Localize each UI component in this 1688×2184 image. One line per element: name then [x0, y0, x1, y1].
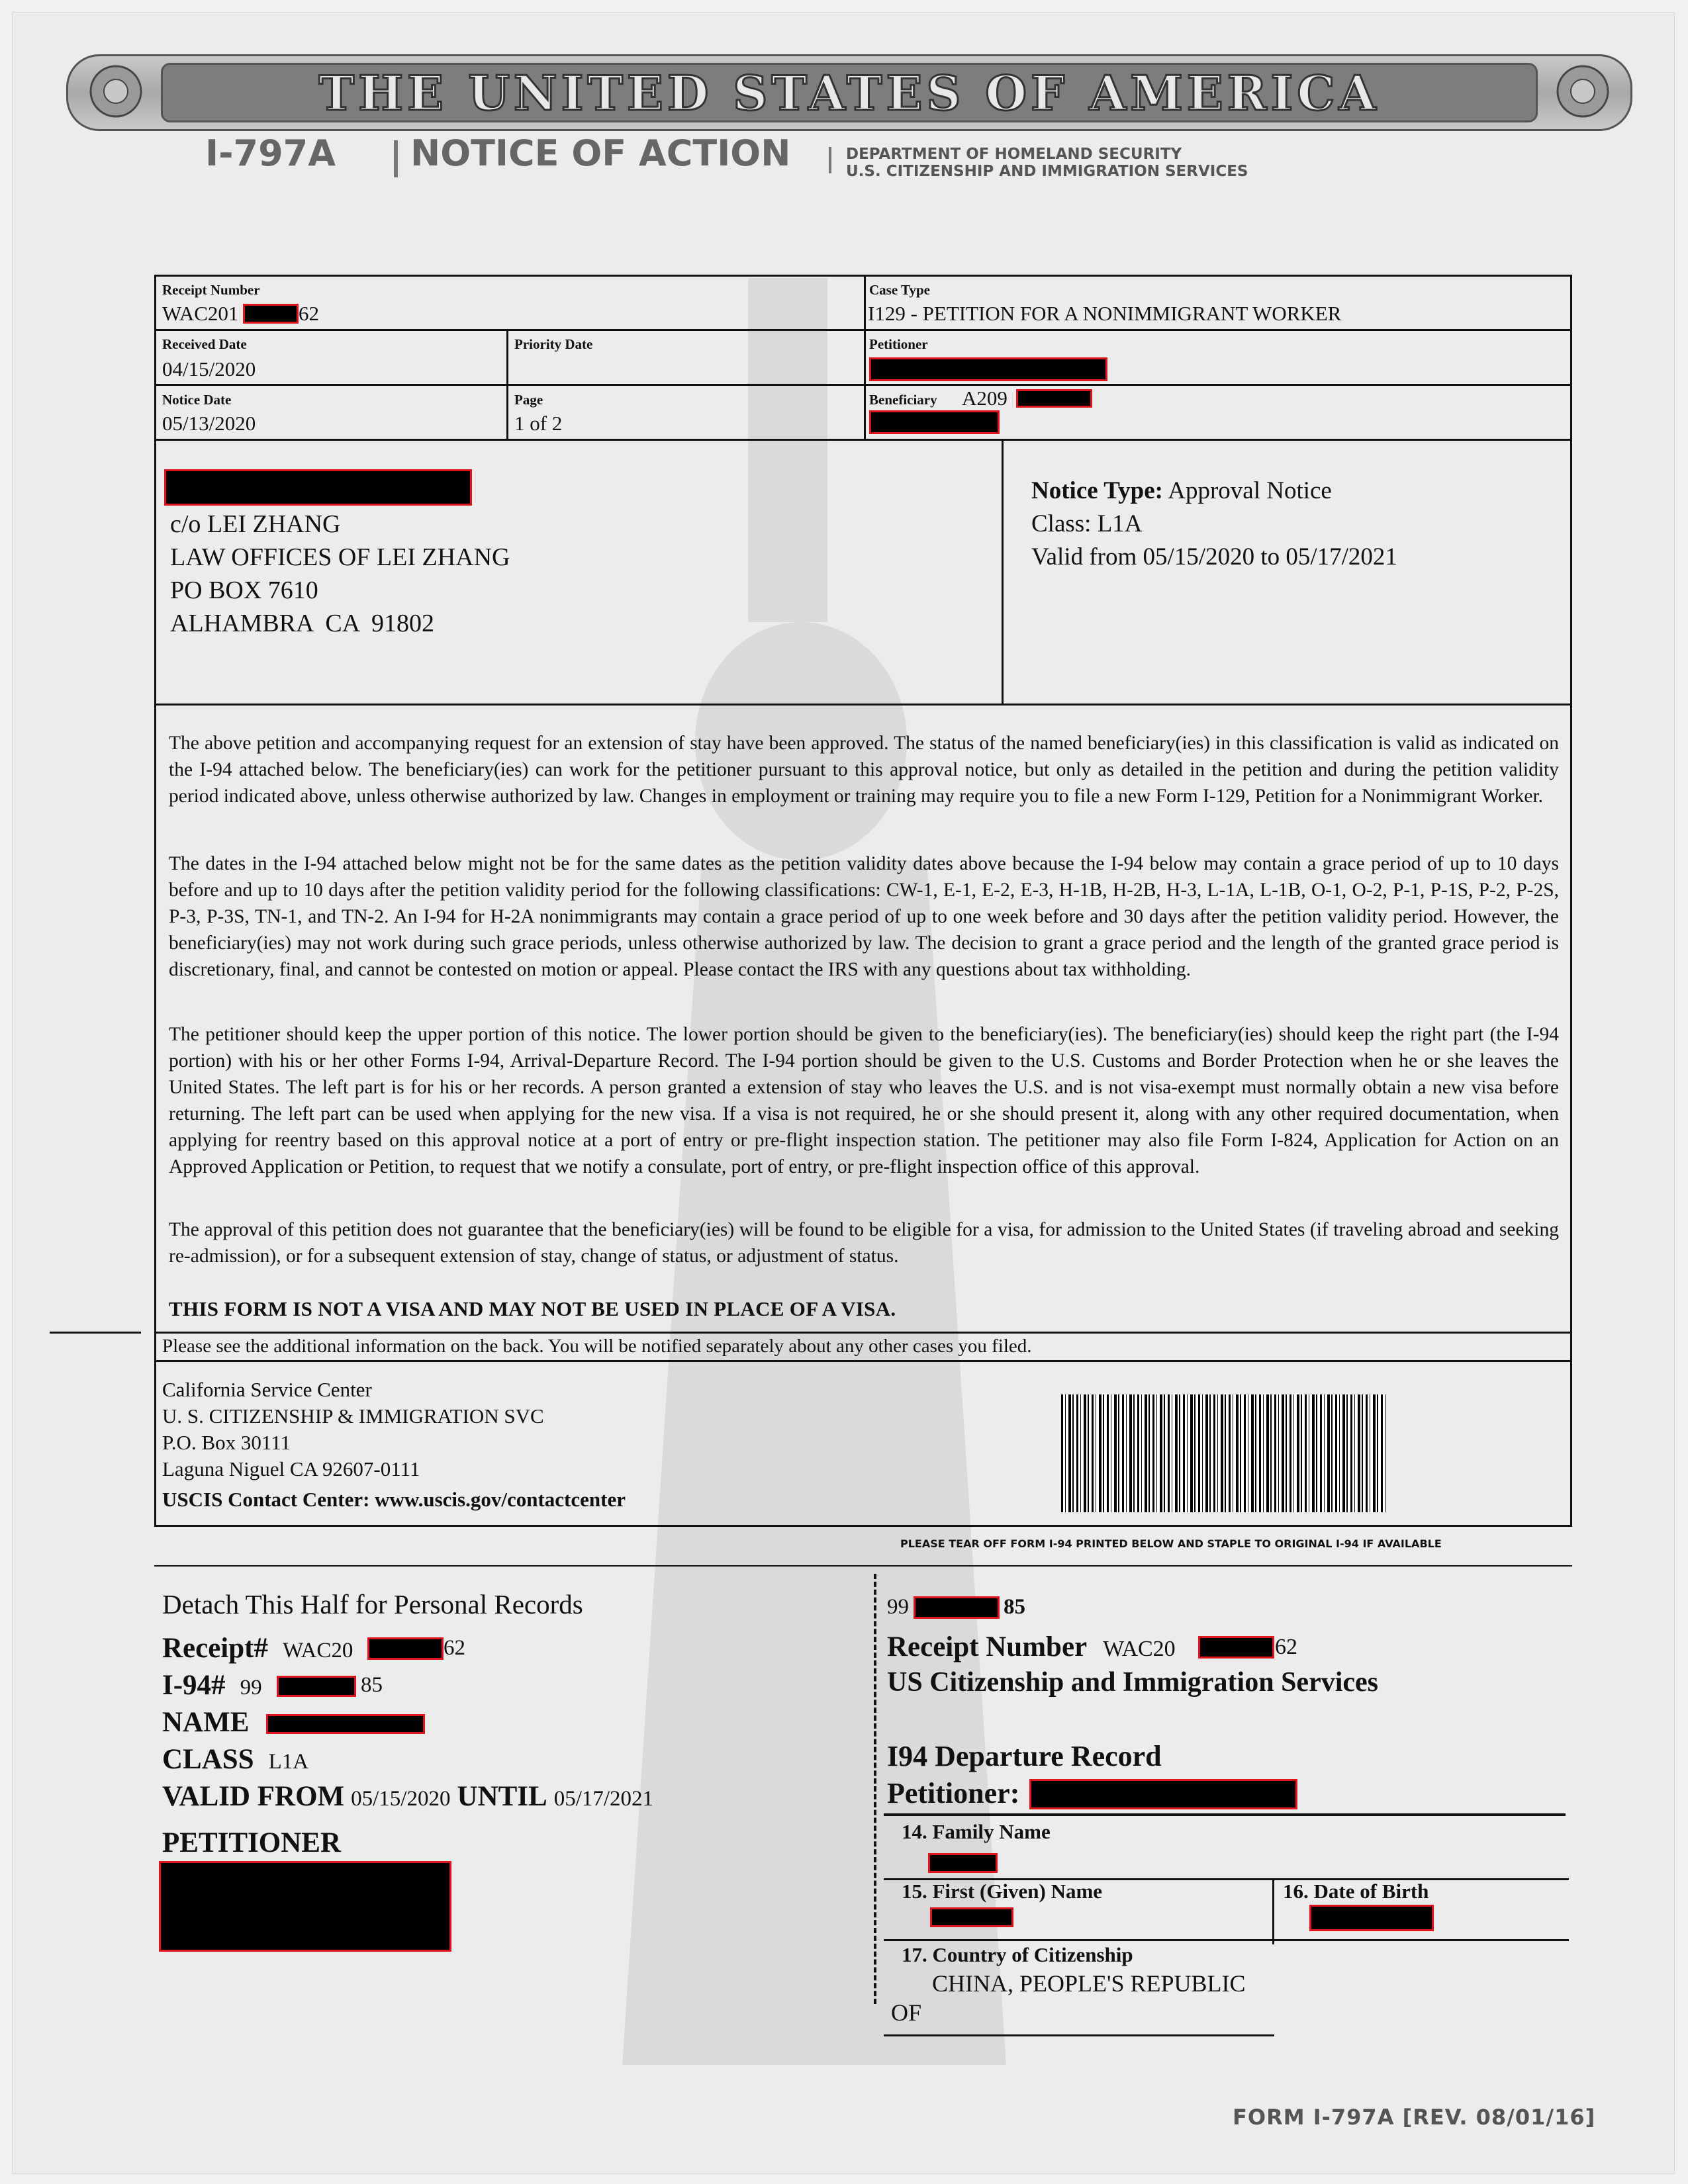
paragraph-approval: The above petition and accompanying request for an extension of stay have been approved. The status of the named beneficiary(ies) in this classification is valid as indicated on the I-94 attached below. The beneficiary(ies) can work for the petitioner pursuant to this approval notice, but only as detailed in the petition and during the petition validity period indicated above, unless otherwise authorized by law. Changes in employment or training may require you to file a new Form I-129, Petition for a Nonimmigrant Worker.	[169, 733, 1559, 807]
detach-heading: Detach This Half for Personal Records	[162, 1589, 583, 1619]
stub-i94-suffix: 85	[361, 1673, 383, 1697]
stub-i94-prefix: 99	[240, 1676, 262, 1700]
country-value-line-2: OF	[891, 1999, 922, 2026]
banner	[66, 54, 1632, 131]
stub-until-label: UNTIL	[457, 1781, 547, 1812]
address-line-3: PO BOX 7610	[170, 576, 318, 604]
stub-valid-from-value: 05/15/2020	[351, 1787, 451, 1811]
case-type-label: Case Type	[869, 282, 930, 298]
additional-info-note: Please see the additional information on the back. You will be notified separately about any other cases you filed.	[162, 1336, 1032, 1357]
stub-name-row	[162, 1706, 249, 1739]
beneficiary-prefix: A209	[962, 387, 1008, 410]
grid-line	[154, 1332, 1572, 1334]
i94-number-prefix: 99	[887, 1595, 909, 1619]
received-date-label: Received Date	[162, 336, 247, 352]
department-line-1: DEPARTMENT OF HOMELAND SECURITY	[846, 146, 1182, 163]
stub-receipt-suffix: 62	[444, 1636, 465, 1660]
beneficiary-label: Beneficiary	[869, 392, 937, 408]
service-center-line-1: California Service Center	[162, 1378, 372, 1401]
notice-date-value: 05/13/2020	[162, 412, 256, 435]
grid-line	[154, 439, 1572, 441]
right-petitioner-label: Petitioner:	[887, 1777, 1020, 1809]
receipt-number-prefix: WAC201	[162, 302, 239, 325]
redaction	[1016, 389, 1092, 408]
redaction	[164, 469, 472, 506]
service-center-line-4: Laguna Niguel CA 92607-0111	[162, 1457, 420, 1480]
service-center-line-3: P.O. Box 30111	[162, 1431, 291, 1454]
page-value: 1 of 2	[514, 412, 563, 435]
grid-line	[154, 384, 1572, 386]
country-label: 17. Country of Citizenship	[902, 1943, 1133, 1966]
stub-i94-row	[162, 1669, 262, 1702]
record-divider	[1272, 1878, 1274, 1944]
paragraph-no-guarantee: The approval of this petition does not guarantee that the beneficiary(ies) will be found to be eligible for a visa, for admission to the United States (if traveling abroad and seeking re-admission), or for a subsequent extension of stay, change of status, or adjustment of status.	[169, 1219, 1559, 1267]
notice-validity: Valid from 05/15/2020 to 05/17/2021	[1031, 543, 1397, 570]
departure-record-title: I94 Departure Record	[887, 1740, 1162, 1772]
grid-line	[864, 275, 866, 440]
department-heading	[846, 146, 1248, 180]
stub-valid-from-label: VALID FROM	[162, 1781, 345, 1812]
stub-receipt-row	[162, 1632, 353, 1664]
mailing-address	[170, 508, 510, 640]
notice-of-action-title: NOTICE OF ACTION	[410, 132, 791, 174]
department-line-2: U.S. CITIZENSHIP AND IMMIGRATION SERVICES	[846, 163, 1248, 180]
fold-mark	[50, 1332, 141, 1334]
stub-petitioner-row	[162, 1827, 341, 1859]
stub-petitioner-label: PETITIONER	[162, 1827, 342, 1858]
family-name-label: 14. Family Name	[902, 1820, 1051, 1843]
case-type-value: I129 - PETITION FOR A NONIMMIGRANT WORKER	[868, 302, 1342, 325]
redaction	[869, 410, 1000, 434]
stub-class-row	[162, 1743, 308, 1776]
stub-validity-row	[162, 1780, 653, 1813]
banner-title: THE UNITED STATES OF AMERICA	[161, 63, 1538, 122]
service-center-address	[162, 1377, 626, 1513]
tear-off-dashed-line	[874, 1574, 876, 2004]
stub-name-label: NAME	[162, 1707, 250, 1738]
rosette-right-icon	[1543, 62, 1622, 121]
form-revision: FORM I-797A [REV. 08/01/16]	[1233, 2105, 1596, 2130]
redaction	[277, 1676, 356, 1697]
grid-line	[154, 704, 1572, 705]
notice-type-value: Approval Notice	[1168, 477, 1332, 504]
grid-line	[154, 1360, 1572, 1362]
page-label: Page	[514, 392, 543, 408]
header-divider-2	[829, 147, 831, 173]
stub-receipt-label: Receipt#	[162, 1633, 268, 1664]
stub-class-value: L1A	[268, 1750, 309, 1774]
receipt-number-suffix: 62	[299, 302, 319, 325]
not-a-visa-warning: THIS FORM IS NOT A VISA AND MAY NOT BE USED IN PLACE OF A VISA.	[169, 1297, 896, 1320]
agency-name: US Citizenship and Immigration Services	[887, 1667, 1379, 1698]
stub-i94-label: I-94#	[162, 1670, 226, 1701]
priority-date-label: Priority Date	[514, 336, 593, 352]
rosette-left-icon	[76, 62, 156, 121]
form-number: I-797A	[205, 132, 336, 174]
i94-number-suffix: 85	[1004, 1595, 1025, 1619]
header-divider	[394, 140, 398, 177]
right-receipt-prefix: WAC20	[1103, 1637, 1176, 1661]
received-date-value: 04/15/2020	[162, 357, 256, 381]
tear-line	[154, 1565, 1572, 1567]
paragraph-petitioner-instructions: The petitioner should keep the upper portion of this notice. The lower portion should be given to the beneficiary(ies). The beneficiary(ies) should keep the right part (the I-94 portion) with his or her other Forms I-94, Arrival-Departure Record. The I-94 portion should be given to the U.S. Customs and Border Protection when he or she leaves the United States. The left part is for his or her records. A person granted a extension of stay who leaves the U.S. and is not visa-exempt must normally obtain a new visa before returning. The left part can be used when applying for the new visa. If a visa is not required, he or she should present it, along with any other required documentation, when applying for reentry based on this approval notice at a port of entry or pre-flight inspection station. The petitioner may also file Form I-824, Application for Action on an Approved Application or Petition, to request that we notify a consulate, port of entry, or pre-flight inspection office of this approval.	[169, 1024, 1559, 1177]
redaction	[159, 1861, 451, 1952]
redaction	[243, 304, 299, 324]
address-line-1: c/o LEI ZHANG	[170, 510, 341, 538]
record-rule	[884, 1939, 1569, 1941]
country-value-line-1: CHINA, PEOPLE'S REPUBLIC	[932, 1970, 1246, 1997]
tear-off-instruction: PLEASE TEAR OFF FORM I-94 PRINTED BELOW AND STAPLE TO ORIGINAL I-94 IF AVAILABLE	[900, 1537, 1442, 1550]
redaction	[930, 1907, 1013, 1927]
first-name-label: 15. First (Given) Name	[902, 1880, 1103, 1903]
grid-line	[1002, 439, 1004, 704]
right-receipt-row	[887, 1631, 1176, 1663]
paragraph-grace-period: The dates in the I-94 attached below might not be for the same dates as the petition validity dates above because the I-94 below may contain a grace period of up to 10 days before and up to 10 days after the petition validity period for the following classifications: CW-1, E-1, E-2, E-3, H-1B, H-2B, H-3, L-1A, L-1B, O-1, O-2, P-1, P-1S, P-2, P-2S, P-3, P-3S, TN-1, and TN-2. An I-94 for H-2A nonimmigrants may contain a grace period of up to one week before and 30 days after the petition validity period. However, the beneficiary(ies) may not work during such grace periods, unless otherwise authorized by law. The decision to grant a grace period and the length of the granted grace period is discretionary, final, and cannot be contested on motion or appeal. Please contact the IRS with any questions about tax withholding.	[169, 853, 1559, 980]
contact-center-link[interactable]: USCIS Contact Center: www.uscis.gov/contactcenter	[162, 1488, 626, 1511]
grid-line	[506, 329, 508, 440]
redaction	[367, 1637, 444, 1660]
receipt-number-label: Receipt Number	[162, 282, 260, 298]
address-line-4: ALHAMBRA CA 91802	[170, 610, 435, 637]
notice-type-label: Notice Type:	[1031, 477, 1164, 504]
redaction	[869, 357, 1107, 381]
notice-class: Class: L1A	[1031, 510, 1143, 537]
stub-until-value: 05/17/2021	[553, 1787, 654, 1811]
right-receipt-label: Receipt Number	[887, 1631, 1088, 1662]
stub-class-label: CLASS	[162, 1744, 254, 1775]
service-center-line-2: U. S. CITIZENSHIP & IMMIGRATION SVC	[162, 1404, 544, 1428]
record-bottom-rule	[884, 2034, 1274, 2036]
grid-line	[154, 329, 1572, 331]
record-top-rule	[884, 1813, 1566, 1816]
right-receipt-suffix: 62	[1275, 1635, 1297, 1659]
address-line-2: LAW OFFICES OF LEI ZHANG	[170, 543, 510, 571]
notice-date-label: Notice Date	[162, 392, 232, 408]
stub-receipt-prefix: WAC20	[283, 1639, 353, 1662]
redaction	[914, 1596, 1000, 1619]
date-of-birth-label: 16. Date of Birth	[1283, 1880, 1429, 1903]
redaction	[1198, 1636, 1274, 1659]
barcode	[1061, 1394, 1385, 1512]
redaction	[266, 1714, 425, 1734]
redaction	[1309, 1905, 1434, 1931]
redaction	[1029, 1779, 1297, 1809]
notice-summary	[1031, 475, 1397, 574]
petitioner-label: Petitioner	[869, 336, 928, 352]
redaction	[928, 1853, 998, 1873]
